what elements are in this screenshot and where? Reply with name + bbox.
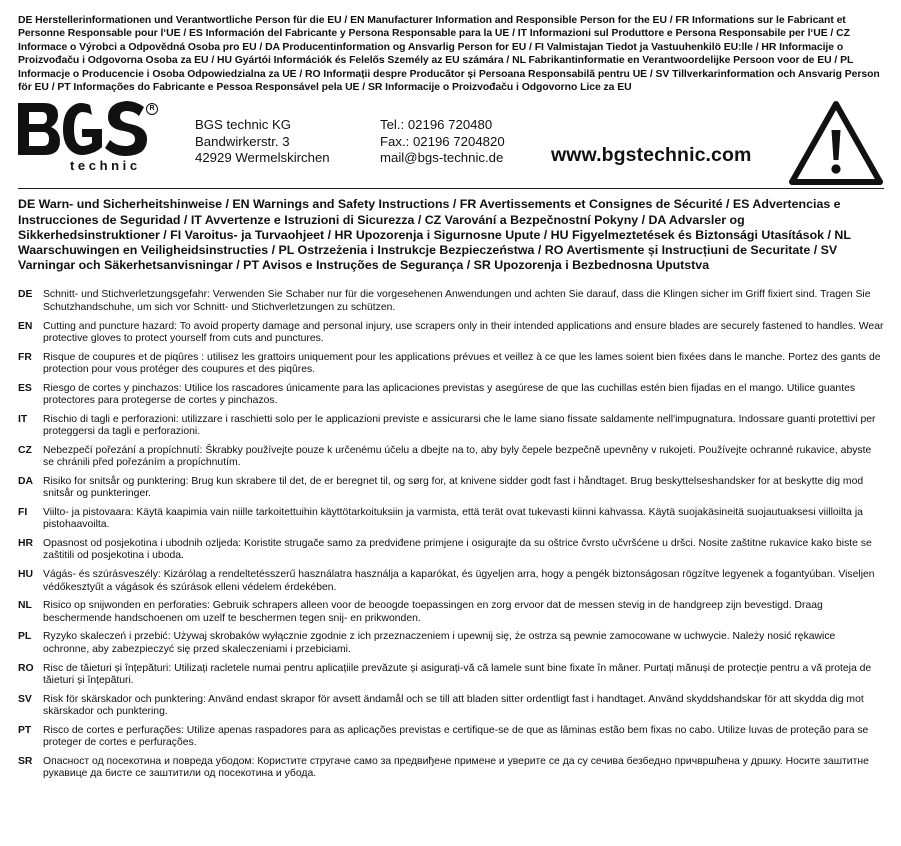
bgs-logo-letters — [18, 101, 150, 157]
registered-mark: R — [146, 103, 158, 115]
warning-row-it — [18, 414, 884, 438]
warning-row-cz — [18, 445, 884, 469]
company-mail: mail@bgs-technic.de — [380, 150, 504, 166]
warning-row-en — [18, 321, 884, 345]
warning-language-code: FR — [18, 351, 32, 363]
company-tel: Tel.: 02196 720480 — [380, 117, 493, 133]
warning-language-code: EN — [18, 320, 33, 332]
warning-text: Opasnost od posjekotina i ubodnih ozljeda: Koristite strugače samo za predviđene primjene i osigurajte da su oštrice čvrsto učvršćene u dršci. Nosite zaštitne rukavice kako biste se zaštitili od posjekotina i uboda. — [43, 538, 872, 562]
company-street: Bandwirkerstr. 3 — [195, 133, 290, 149]
warning-row-nl — [18, 600, 884, 624]
warning-language-code: HU — [18, 569, 34, 581]
warning-text: Risque de coupures et de piqûres : utilisez les grattoirs uniquement pour les applications prévues et veillez à ce que les lames soient bien fixées dans le manche. Portez des gants de protection pour vous protéger des coupures et des piqûres. — [43, 351, 881, 375]
warning-triangle-icon — [788, 100, 884, 186]
warning-language-code: SR — [18, 755, 33, 767]
bgs-logo — [18, 101, 158, 174]
warning-language-code: IT — [18, 413, 28, 425]
warning-text: Risico op snijwonden en perforaties: Gebruik schrapers alleen voor de beoogde toepassingen en zorg ervoor dat de messen stevig in de handgreep zijn bevestigd. Draag beschermende handschoenen om uzelf te beschermen tegen snij- en prikwonden. — [43, 600, 823, 624]
warning-text: Rischio di tagli e perforazioni: utilizzare i raschietti solo per le applicazioni previste e assicurarsi che le lame siano fissate saldamente nell'impugnatura. Indossare guanti protettivi per proteggersi da tagli e perforazioni. — [43, 413, 876, 438]
company-fax: Fax.: 02196 7204820 — [380, 133, 505, 149]
warning-text: Cutting and puncture hazard: To avoid property damage and personal injury, use scrapers only in their intended applications and ensure blades are securely fastened to handles. Wear protective gloves to protect yourself from cuts and punctures. — [43, 320, 884, 344]
warning-text: Risco de cortes e perfurações: Utilize apenas raspadores para as aplicações previstas e certifique-se de que as lâminas estão bem fixas no cabo. Utilize luvas de proteção para se proteger de cortes e perfurações. — [43, 724, 869, 748]
warning-language-code: PT — [18, 724, 32, 736]
header-divider — [18, 188, 884, 189]
warning-text: Risc de tăieturi și înțepături: Utilizați racletele numai pentru aplicațiile prevăzute și asigurați-vă că lamele sunt bine fixate în mâner. Purtați mănuși de protecție pentru a vă proteja de tăieturi și înțepături. — [43, 662, 872, 686]
warning-text: Viilto- ja pistovaara: Käytä kaapimia vain niille tarkoitettuihin käyttötarkoituksiin ja varmista, että terät ovat tukevasti kiinni kahvassa. Käytä suojakäsineitä suojautuaksesi viilloilta ja pistohaavoilta. — [43, 507, 863, 531]
warning-language-code: RO — [18, 662, 34, 674]
warning-row-fi — [18, 507, 884, 531]
document-page — [18, 14, 884, 787]
warning-row-de — [18, 289, 884, 313]
warning-text: Schnitt- und Stichverletzungsgefahr: Verwenden Sie Schaber nur für die vorgesehenen Anwendungen und achten Sie darauf, dass die Klingen sicher im Griff fixiert sind. Tragen Sie Schutzhandschuhe, um sich vor Schnitt- und Stichverletzungen zu schützen. — [43, 289, 871, 313]
warning-text: Riesgo de cortes y pinchazos: Utilice los rascadores únicamente para las aplicaciones previstas y asegúrese de que las cuchillas estén bien fijadas en el mango. Utilice guantes protectores para protegerse de cortes y pinchazos. — [43, 382, 856, 406]
warning-row-pl — [18, 631, 884, 655]
warning-language-code: NL — [18, 600, 32, 612]
warnings-list — [18, 289, 884, 780]
warning-text: Опасност од посекотина и повреда убодом: Користите стругаче само за предвиђене примене и уверите се да су сечива безбедно причвршћена у дршку. Носите заштитне рукавице да бисте се заштитили од посекотина и убода. — [43, 755, 869, 780]
warning-row-sv — [18, 694, 884, 718]
warning-row-hr — [18, 538, 884, 562]
warning-row-fr — [18, 352, 884, 376]
warning-row-ro — [18, 663, 884, 687]
warning-language-code: CZ — [18, 444, 32, 456]
warning-row-hu — [18, 569, 884, 593]
warning-row-es — [18, 383, 884, 407]
warning-row-pt — [18, 725, 884, 749]
company-header — [18, 100, 884, 188]
warning-language-code: PL — [18, 631, 32, 643]
warning-text: Nebezpečí pořezání a propíchnutí: Škrabky používejte pouze k určenému účelu a dbejte na to, aby byly čepele bezpečně upevněny v rukojeti. Používejte ochranné rukavice, abyste se chránili před pořezáním a propíchnutím. — [43, 444, 872, 469]
warning-text: Vágás- és szúrásveszély: Kizárólag a rendeltetésszerű használatra használja a kaparókat, és ügyeljen arra, hogy a pengék biztonságosan rögzítve legyenek a fogantyúban. Viseljen védőkesztyűt a vágások és szúrások elleni védelem érdekében. — [43, 569, 875, 593]
company-city: 42929 Wermelskirchen — [195, 150, 330, 166]
warning-row-da — [18, 476, 884, 500]
warning-language-code: HR — [18, 538, 34, 550]
warning-row-sr — [18, 756, 884, 780]
company-contact — [380, 117, 505, 166]
warning-language-code: SV — [18, 693, 32, 705]
warning-language-code: ES — [18, 382, 32, 394]
warning-language-code: DA — [18, 476, 34, 488]
company-address — [195, 117, 330, 166]
warning-language-code: DE — [18, 289, 33, 301]
warning-text: Ryzyko skaleczeń i przebić: Używaj skrobaków wyłącznie zgodnie z ich przeznaczeniem i upewnij się, że ostrza są pewnie zamocowane w uchwycie. Należy nosić rękawice ochronne, aby zabezpieczyć się przed skaleczeniami i przebiciami. — [43, 631, 836, 655]
warning-text: Risiko for snitsår og punktering: Brug kun skrabere til det, de er beregnet til, og sørg for, at knivene sidder godt fast i håndtaget. Brug beskyttelseshandsker for at beskytte dig mod snitsår og punkteringer. — [43, 476, 864, 500]
warning-language-code: FI — [18, 507, 28, 519]
company-website: www.bgstechnic.com — [551, 144, 752, 167]
warnings-title: DE Warn- und Sicherheitshinweise / EN Warnings and Safety Instructions / FR Avertissements et Consignes de Sécurité / ES Advertencias e Instrucciones de Seguridad / IT Avvertenze e Istruzioni di Sicurezza / CZ Varování a Bezpečnostní Pokyny / DA Advarsler og Sikkerhedsinstruktioner / FI Varoitus- ja Turvaohjeet / HR Upozorenja i Sigurnosne Upute / HU Figyelmeztetések és Biztonsági Utasítások / NL Waarschuwingen en Veiligheidsinstructies / PL Ostrzeżenia i Instrukcje Bezpieczeństwa / RO Avertismente și Instrucțiuni de Securitate / SV Varningar och Säkerhetsanvisningar / PT Avisos e Instruções de Segurança / SR Upozorenja i Bezbednosna Uputstva — [18, 197, 851, 273]
company-name: BGS technic KG — [195, 117, 292, 133]
manufacturer-info-heading: DE Herstellerinformationen und Verantwortliche Person für die EU / EN Manufacturer Information and Responsible Person for the EU / FR Informations sur le Fabricant et Personne Responsable pour l‘UE / ES Información del Fabricante y Persona Responsable para la UE / IT Informazioni sul Produttore e Persona Responsabile per l‘UE / CZ Informace o Výrobci a Odpovědná Osoba pro EU / DA Producentinformation og Ansvarlig Person for EU / FI Valmistajan Tiedot ja Vastuuhenkilö EU:lle / HR Informacije o Proizvođaču i Odgovorna Osoba za EU / HU Gyártói Információk és Felelős Személy az EU számára / NL Fabrikantinformatie en Verantwoordelijke Persoon voor de EU / PL Informacje o Producencie i Osoba Odpowiedzialna za UE / RO Informații despre Producător și Persoana Responsabilă pentru UE / SV Tillverkarinformation och Ansvarig Person för EU / PT Informações do Fabricante e Pessoa Responsável pela UE / SR Informacije o Proizvođaču i Odgovorno Lice za EU — [18, 15, 880, 94]
logo-subtitle: technic — [70, 158, 141, 174]
warning-text: Risk för skärskador och punktering: Använd endast skrapor för avsett ändamål och se till att bladen sitter ordentligt fast i handtaget. Använd skyddshandskar för att skydda dig mot skärskador och punktering. — [43, 693, 864, 717]
